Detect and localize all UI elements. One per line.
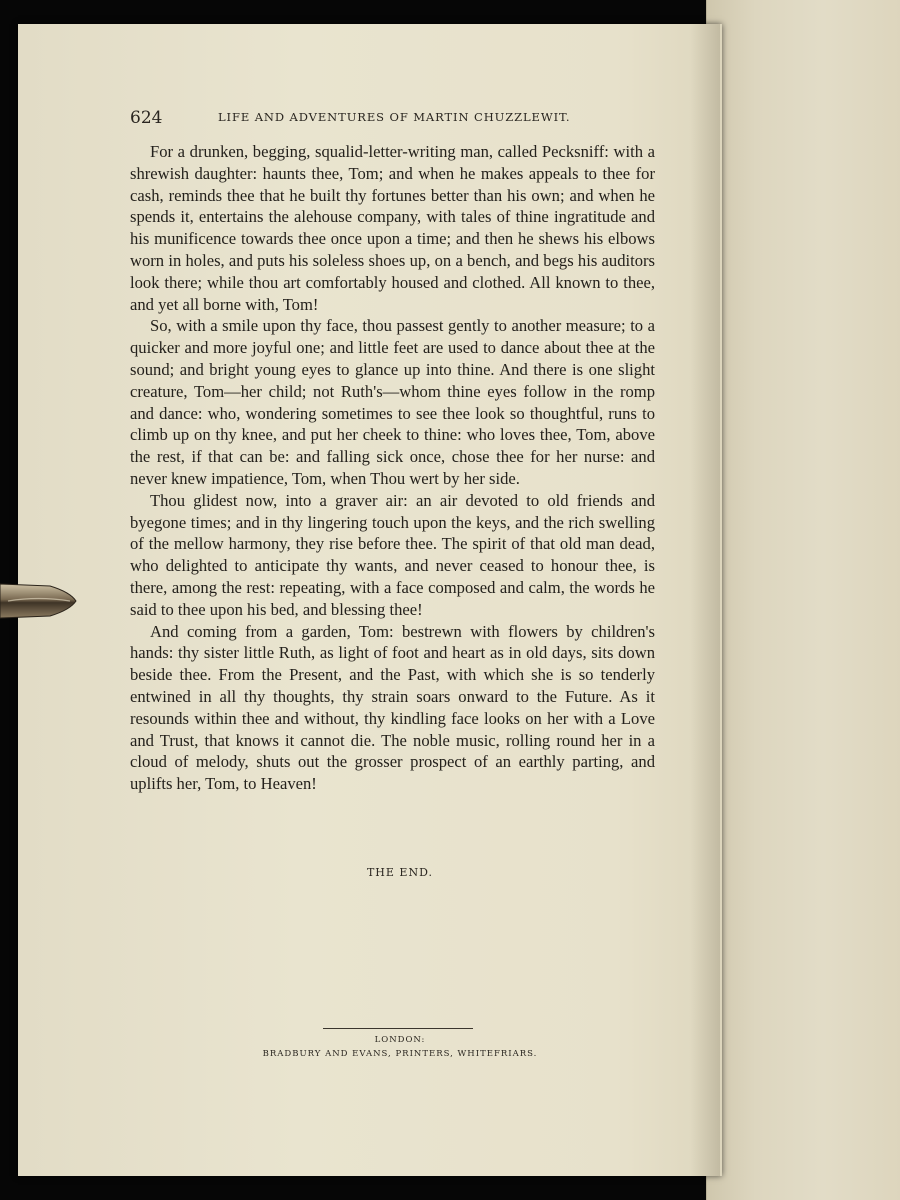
the-end-heading: THE END. [366,866,434,879]
body-text [130,141,655,795]
imprint-rule [323,1028,473,1029]
gutter-shadow [690,24,720,1176]
imprint-place: LONDON: [374,1035,426,1045]
paragraph: For a drunken, begging, squalid-letter-writing man, called Pecksniff: with a shrewish daughter: haunts thee, Tom; and when he makes appeals to thee for cash, reminds thee that he built thy fortunes better than his own; and when he spends it, entertains the alehouse company, with tales of thine ingratitude and his munificence towards thee once upon a time; and then he shews his elbows worn in holes, and puts his soleless shoes up, on a bench, and begs his auditors look there; while thou art comfortably housed and clothed. All known to thee, and yet all borne with, Tom! [130,142,655,314]
paragraph: Thou glidest now, into a graver air: an air devoted to old friends and byegone times; and in thy lingering touch upon the keys, and the rich swelling of the mellow harmony, they rise before thee. The spirit of that old man dead, who delighted to anticipate thy wants, and never ceased to honour thee, is there, among the rest: repeating, with a face composed and calm, the words he said to thee upon his bed, and blessing thee! [130,490,655,619]
facing-page [706,0,900,1200]
paragraph: So, with a smile upon thy face, thou passest gently to another measure; to a quicker and more joyful one; and little feet are used to dance about thee at the sound; and bright young eyes to glance up into thine. And there is one slight creature, Tom—her child; not Ruth's—whom thine eyes follow in the romp and dance: who, wondering sometimes to see thee look so thoughtful, runs to climb up on thy knee, and put her cheek to thine: who loves thee, Tom, above the rest, if that can be: and falling sick once, chose thee for her nurse: and never knew impatience, Tom, when Thou wert by her side. [130,316,655,488]
page-number: 624 [130,108,163,128]
paragraph: And coming from a garden, Tom: bestrewn with flowers by children's hands: thy sister little Ruth, as light of foot and heart as in old days, sits down beside thee. From the Present, and the Past, with which she is so tenderly entwined in all thy thoughts, thy strain soars onward to the Future. As it resounds within thee and without, thy kindling face looks on her with a Love and Trust, that knows it cannot die. The noble music, rolling round her in a cloud of melody, shuts out the grosser prospect of an earthly parting, and uplifts her, Tom, to Heaven! [130,621,655,794]
imprint-printer: BRADBURY AND EVANS, PRINTERS, WHITEFRIARS. [262,1049,538,1059]
running-head [130,108,675,132]
running-title: LIFE AND ADVENTURES OF MARTIN CHUZZLEWIT. [218,110,571,124]
metal-bookmark-icon [0,578,78,624]
